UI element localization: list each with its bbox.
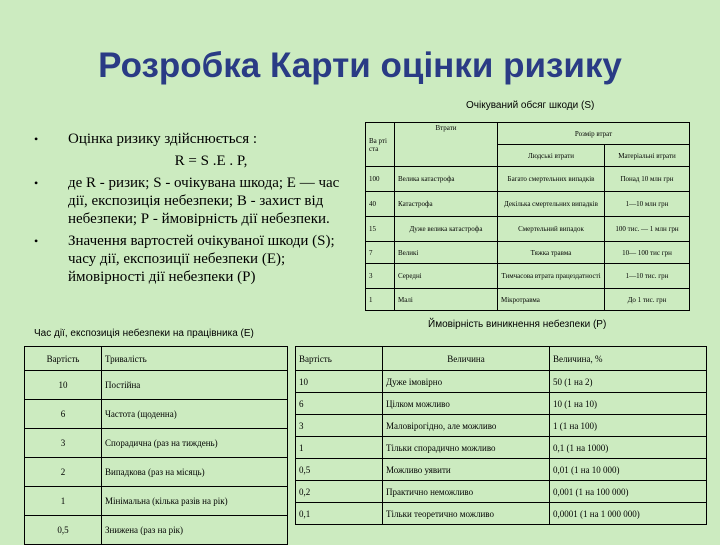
expected-loss-label: Очікуваний обсяг шкоди (S)	[466, 100, 595, 111]
bullet-item	[34, 130, 354, 148]
header-size: Розмір втрат	[498, 123, 690, 145]
header-material: Матеріальні втрати	[605, 145, 690, 167]
table-row: 40 Катастрофа Декілька смертельних випадків 1—10 млн грн	[366, 192, 690, 217]
probability-label: Ймовірність виникнення небезпеки (P)	[428, 319, 607, 330]
table-row: 1 Мінімальна (кілька разів на рік)	[25, 487, 288, 516]
bullet-icon: •	[34, 234, 39, 248]
table-row: 0,1 Тільки теоретично можливо 0,0001 (1 на 1 000 000)	[296, 503, 707, 525]
bullet-icon: •	[34, 176, 39, 190]
table-row: 7 Великі Тяжка травма 10— 100 тис грн	[366, 242, 690, 264]
table-row: 3 Маловірогідно, але можливо 1 (1 на 100)	[296, 415, 707, 437]
damage-table	[365, 122, 690, 311]
exposure-label: Час дії, експозиція небезпеки на працівника (E)	[34, 328, 254, 339]
header-people: Людські втрати	[498, 145, 605, 167]
table-row: 6 Цілком можливо 10 (1 на 10)	[296, 393, 707, 415]
table-row: 10 Постійна	[25, 371, 288, 400]
formula: R = S .E . P,	[174, 153, 248, 169]
bullet-icon: •	[34, 132, 39, 146]
exposure-table	[24, 346, 288, 545]
table-row: 3 Спорадична (раз на тиждень)	[25, 429, 288, 458]
bullet-list	[34, 130, 354, 290]
header-size: Величина	[383, 347, 550, 371]
table-row: 0,5 Знижена (раз на рік)	[25, 516, 288, 545]
header-loss: Втрати	[395, 123, 498, 167]
table-row: 0,2 Практично неможливо 0,001 (1 на 100 000)	[296, 481, 707, 503]
bullet-item	[34, 232, 354, 286]
bullet-text: Значення вартостей очікуваної шкоди (S); часу дії, експозиції небезпеки (E); ймовірності дії небезпеки (P)	[68, 233, 335, 285]
header-value: Ва ртi ста	[366, 123, 395, 167]
table-row: 100 Велика катастрофа Багато смертельних випадків Понад 10 млн грн	[366, 167, 690, 192]
header-value: Вартість	[25, 347, 102, 371]
table-row: 1 Тільки спорадично можливо 0,1 (1 на 1000)	[296, 437, 707, 459]
table-row: 0,5 Можливо уявити 0,01 (1 на 10 000)	[296, 459, 707, 481]
bullet-item	[34, 174, 354, 228]
table-row: 2 Випадкова (раз на місяць)	[25, 458, 288, 487]
table-row: 1 Малі Мікротравма До 1 тис. грн	[366, 289, 690, 311]
table-row: 3 Середні Тимчасова втрата працездатності 1—10 тис. грн	[366, 264, 690, 289]
header-value: Вартість	[296, 347, 383, 371]
table-row: 10 Дуже імовірно 50 (1 на 2)	[296, 371, 707, 393]
header-percent: Величина, %	[550, 347, 707, 371]
table-row: 6 Частота (щоденна)	[25, 400, 288, 429]
header-duration: Тривалість	[102, 347, 288, 371]
bullet-text: Оцінка ризику здійснюється :	[68, 131, 258, 147]
bullet-text: де R - ризик; S - очікувана шкода; E — час дії, експозиція небезпеки; В - захист від небезпеки; Р - ймовірність дії небезпеки.	[68, 175, 340, 227]
probability-table	[295, 346, 707, 525]
table-row: 15 Дуже велика катастрофа Смертельний випадок 100 тис. — 1 млн грн	[366, 217, 690, 242]
page-title: Розробка Карти оцінки ризику	[98, 46, 622, 85]
